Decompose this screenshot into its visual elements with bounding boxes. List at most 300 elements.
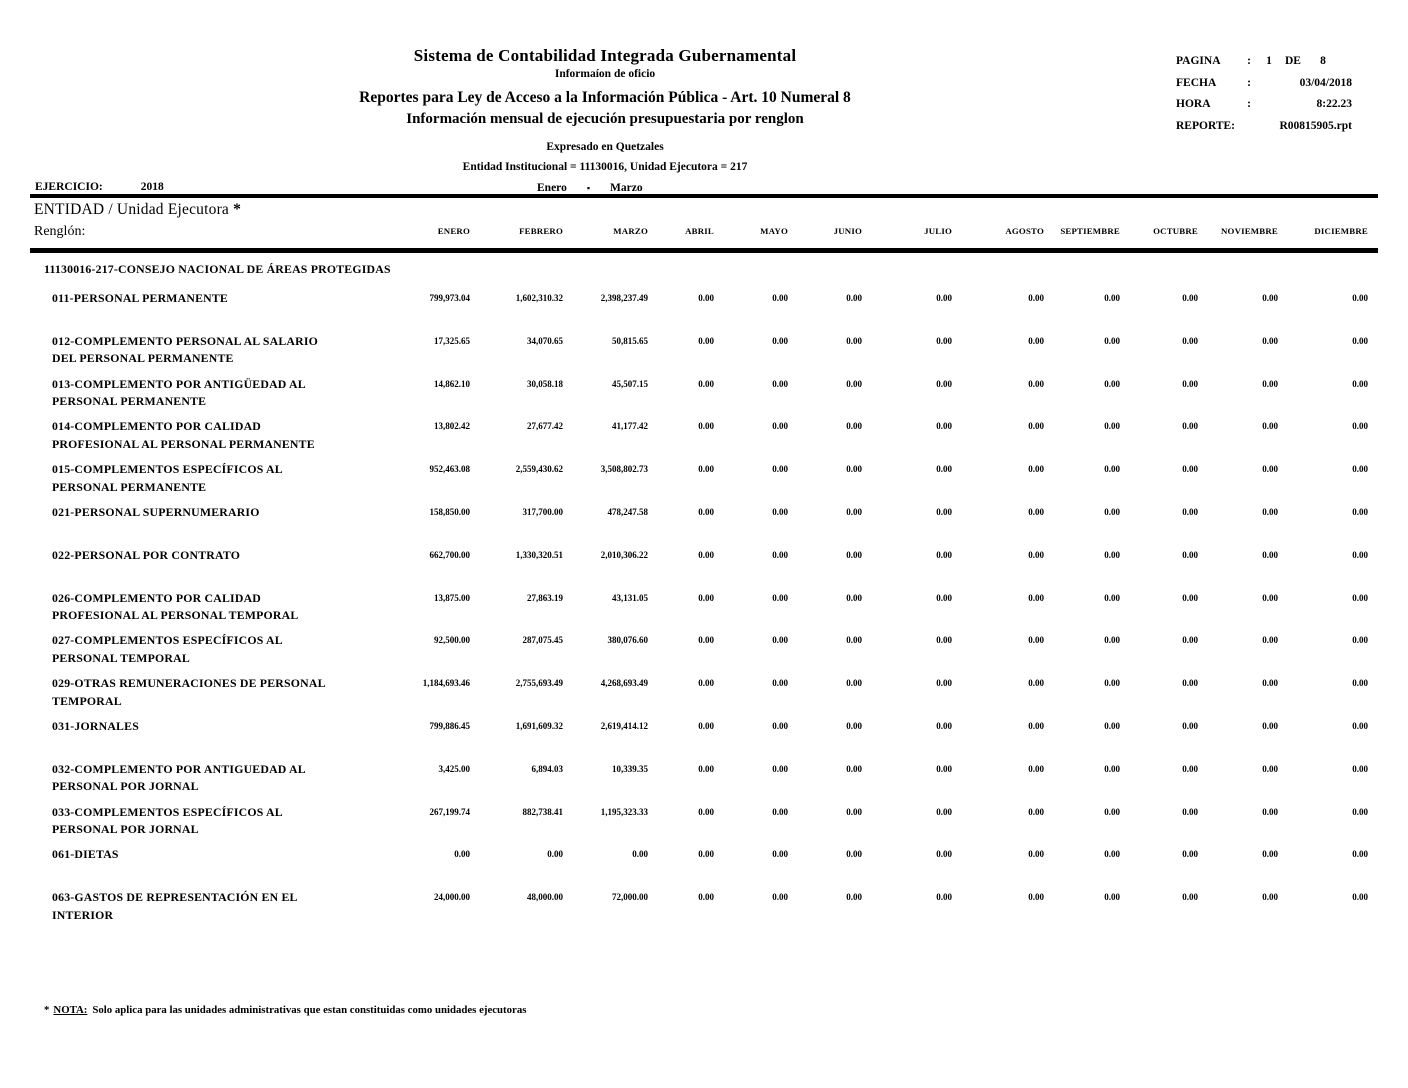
row-label [30, 376, 390, 419]
cell-value: 0.00 [772, 720, 788, 731]
cell-value: 0.00 [772, 335, 788, 346]
cell-value: 0.00 [1352, 335, 1368, 346]
cell-value: 0.00 [1028, 806, 1044, 817]
cell-value: 0.00 [1262, 293, 1278, 303]
row-values [390, 889, 1368, 932]
cell-value: 0.00 [1262, 335, 1278, 346]
cell-value: 0.00 [1262, 549, 1278, 560]
cell-value: 14,862.10 [434, 378, 470, 389]
cell-value: 2,755,693.49 [515, 678, 563, 689]
cell-value: 0.00 [1262, 378, 1278, 389]
cell-value: 0.00 [772, 763, 788, 774]
cell-value: 0.00 [846, 892, 862, 903]
row-values [390, 846, 1368, 889]
cell-value: 0.00 [1104, 464, 1120, 475]
page-meta [1176, 55, 1352, 141]
cell-value: 0.00 [1182, 849, 1198, 860]
table-row [30, 547, 1368, 590]
cell-value: 0.00 [1104, 592, 1120, 603]
row-label [30, 418, 390, 461]
row-label-line1: 027-COMPLEMENTOS ESPECÍFICOS AL [52, 633, 283, 648]
cell-value: 1,691,609.32 [515, 720, 563, 731]
period-to: Marzo [610, 182, 643, 194]
table-row [30, 290, 1368, 333]
cell-value: 0.00 [1352, 849, 1368, 860]
table-row [30, 333, 1368, 376]
month-header: MAYO [760, 226, 788, 236]
cell-value: 0.00 [1182, 421, 1198, 432]
cell-value: 2,619,414.12 [600, 720, 648, 731]
hora-label: HORA [1176, 98, 1211, 110]
section-title: 11130016-217-CONSEJO NACIONAL DE ÁREAS PROTEGIDAS [44, 262, 391, 276]
cell-value: 0.00 [936, 806, 952, 817]
currency-note: Expresado en Quetzales [546, 141, 664, 153]
row-values [390, 761, 1368, 804]
cell-value: 0.00 [1104, 849, 1120, 860]
row-label-line2: PERSONAL TEMPORAL [52, 650, 190, 665]
cell-value: 0.00 [1104, 635, 1120, 646]
row-label-line1: 026-COMPLEMENTO POR CALIDAD [52, 590, 262, 605]
cell-value: 0.00 [772, 421, 788, 432]
row-values [390, 418, 1368, 461]
cell-value: 0.00 [1104, 378, 1120, 389]
row-label-header: Renglón: [34, 224, 86, 239]
cell-value: 1,330,320.51 [515, 549, 563, 560]
cell-value: 48,000.00 [527, 892, 563, 903]
cell-value: 0.00 [1028, 421, 1044, 432]
cell-value: 0.00 [772, 293, 788, 303]
table-row [30, 632, 1368, 675]
month-header: OCTUBRE [1153, 226, 1198, 236]
cell-value: 0.00 [936, 335, 952, 346]
cell-value: 0.00 [1182, 506, 1198, 517]
cell-value: 0.00 [936, 849, 952, 860]
table-row [30, 804, 1368, 847]
cell-value: 0.00 [698, 763, 714, 774]
month-header: FEBRERO [519, 226, 563, 236]
fecha-value: 03/04/2018 [1299, 76, 1352, 89]
cell-value: 0.00 [1182, 806, 1198, 817]
period-range [537, 182, 643, 194]
cell-value: 43,131.05 [612, 592, 648, 603]
cell-value: 0.00 [1352, 293, 1368, 303]
ejercicio-row [35, 181, 164, 193]
row-label-line1: 033-COMPLEMENTOS ESPECÍFICOS AL [52, 804, 283, 819]
cell-value: 0.00 [1028, 464, 1044, 475]
row-label [30, 504, 390, 547]
footnote-nota-label: NOTA: [53, 1004, 88, 1016]
cell-value: 17,325.65 [434, 335, 470, 346]
cell-value: 0.00 [1262, 849, 1278, 860]
cell-value: 952,463.08 [429, 464, 470, 475]
cell-value: 0.00 [1104, 763, 1120, 774]
cell-value: 0.00 [1262, 806, 1278, 817]
cell-value: 0.00 [1262, 892, 1278, 903]
table-row [30, 675, 1368, 718]
cell-value: 0.00 [1352, 892, 1368, 903]
cell-value: 0.00 [1352, 592, 1368, 603]
row-values [390, 461, 1368, 504]
fecha-sep: : [1247, 76, 1251, 89]
row-label-line2: PERSONAL PERMANENTE [52, 394, 207, 409]
cell-value: 0.00 [1182, 293, 1198, 303]
row-label-line2: PROFESIONAL AL PERSONAL TEMPORAL [52, 608, 299, 623]
cell-value: 3,508,802.73 [600, 464, 648, 475]
period-from: Enero [537, 182, 567, 194]
cell-value: 0.00 [1028, 763, 1044, 774]
cell-value: 0.00 [1182, 763, 1198, 774]
cell-value: 0.00 [1262, 464, 1278, 475]
cell-value: 0.00 [1262, 635, 1278, 646]
cell-value: 0.00 [846, 763, 862, 774]
month-header: NOVIEMBRE [1220, 226, 1278, 236]
cell-value: 0.00 [1182, 635, 1198, 646]
cell-value: 0.00 [1182, 892, 1198, 903]
cell-value: 10,339.35 [612, 763, 648, 774]
cell-value: 2,010,306.22 [600, 549, 648, 560]
pagina-sep: : [1247, 55, 1251, 67]
cell-value: 0.00 [1182, 378, 1198, 389]
cell-value: 24,000.00 [434, 892, 470, 903]
cell-value: 0.00 [772, 635, 788, 646]
cell-value: 0.00 [846, 549, 862, 560]
table-row [30, 590, 1368, 633]
row-label-line2: TEMPORAL [52, 693, 122, 708]
cell-value: 6,894.03 [531, 763, 563, 774]
row-values [390, 675, 1368, 718]
cell-value: 0.00 [1262, 592, 1278, 603]
cell-value: 287,075.45 [522, 635, 563, 646]
cell-value: 0.00 [1182, 678, 1198, 689]
cell-value: 0.00 [1104, 892, 1120, 903]
cell-value: 45,507.15 [612, 378, 648, 389]
cell-value: 0.00 [1182, 549, 1198, 560]
cell-value: 0.00 [846, 678, 862, 689]
cell-value: 0.00 [936, 720, 952, 731]
cell-value: 1,195,323.33 [600, 806, 648, 817]
cell-value: 0.00 [698, 892, 714, 903]
cell-value: 158,850.00 [429, 506, 470, 517]
row-values [390, 376, 1368, 419]
cell-value: 882,738.41 [522, 806, 563, 817]
cell-value: 0.00 [1352, 678, 1368, 689]
group-header [34, 201, 241, 219]
pagina-de: DE [1285, 55, 1301, 67]
row-label [30, 675, 390, 718]
cell-value: 0.00 [698, 378, 714, 389]
cell-value: 0.00 [1352, 635, 1368, 646]
table-row [30, 461, 1368, 504]
fecha-label: FECHA [1176, 76, 1217, 89]
cell-value: 0.00 [936, 506, 952, 517]
pagina-total: 8 [1320, 55, 1326, 67]
cell-value: 0.00 [1028, 592, 1044, 603]
cell-value: 2,559,430.62 [515, 464, 563, 475]
cell-value: 0.00 [1262, 506, 1278, 517]
hora-value: 8:22.23 [1316, 98, 1352, 110]
month-header: ENERO [437, 226, 470, 236]
table-row [30, 418, 1368, 461]
row-label [30, 846, 390, 889]
cell-value: 0.00 [936, 763, 952, 774]
row-label-line1: 061-DIETAS [52, 847, 119, 862]
row-label [30, 761, 390, 804]
cell-value: 0.00 [698, 592, 714, 603]
cell-value: 0.00 [698, 720, 714, 731]
hora-sep: : [1247, 98, 1251, 110]
horizontal-rule-top [30, 194, 1378, 198]
cell-value: 0.00 [1262, 678, 1278, 689]
pagina-label: PAGINA [1176, 55, 1221, 67]
cell-value: 2,398,237.49 [600, 293, 648, 303]
table-row [30, 761, 1368, 804]
ejercicio-label: EJERCICIO: [35, 181, 103, 193]
cell-value: 0.00 [1104, 335, 1120, 346]
cell-value: 0.00 [454, 849, 470, 860]
month-header: SEPTIEMBRE [1060, 226, 1120, 236]
row-label [30, 461, 390, 504]
cell-value: 0.00 [1028, 849, 1044, 860]
cell-value: 0.00 [772, 549, 788, 560]
footnote-text: Solo aplica para las unidades administrativas que estan constituidas como unidades ejecutoras [92, 1004, 527, 1016]
cell-value: 317,700.00 [522, 506, 563, 517]
cell-value: 0.00 [1182, 592, 1198, 603]
report-subtitle: Informaíon de oficio [554, 68, 656, 80]
cell-value: 0.00 [846, 335, 862, 346]
cell-value: 0.00 [846, 635, 862, 646]
cell-value: 0.00 [698, 506, 714, 517]
month-header: AGOSTO [1005, 226, 1044, 236]
reporte-value: R00815905.rpt [1279, 119, 1352, 132]
cell-value: 30,058.18 [527, 378, 563, 389]
table-row [30, 846, 1368, 889]
cell-value: 0.00 [1352, 806, 1368, 817]
row-values [390, 804, 1368, 847]
cell-value: 0.00 [846, 378, 862, 389]
report-line4: Información mensual de ejecución presupuestaria por renglon [406, 111, 804, 127]
period-separator-glyph: ▪ [586, 183, 591, 193]
cell-value: 0.00 [936, 464, 952, 475]
month-header: DICIEMBRE [1314, 226, 1368, 236]
cell-value: 0.00 [846, 464, 862, 475]
month-header: MARZO [613, 226, 648, 236]
table-row [30, 376, 1368, 419]
meta-hora [1176, 98, 1352, 120]
row-label-line1: 015-COMPLEMENTOS ESPECÍFICOS AL [52, 462, 283, 477]
cell-value: 0.00 [1104, 293, 1120, 303]
entity-filter-note: Entidad Institucional = 11130016, Unidad Ejecutora = 217 [462, 161, 748, 173]
report-header [100, 46, 1110, 173]
cell-value: 380,076.60 [607, 635, 648, 646]
group-header-star: * [233, 201, 242, 218]
cell-value: 0.00 [698, 806, 714, 817]
row-label [30, 590, 390, 633]
row-label [30, 804, 390, 847]
cell-value: 0.00 [936, 549, 952, 560]
row-label-line2: INTERIOR [52, 907, 114, 922]
cell-value: 0.00 [936, 378, 952, 389]
cell-value: 0.00 [1352, 378, 1368, 389]
row-label-line2: PERSONAL PERMANENTE [52, 479, 207, 494]
cell-value: 0.00 [698, 849, 714, 860]
row-label [30, 718, 390, 761]
cell-value: 0.00 [1352, 421, 1368, 432]
cell-value: 0.00 [1352, 763, 1368, 774]
cell-value: 0.00 [1028, 549, 1044, 560]
cell-value: 0.00 [698, 635, 714, 646]
footnote [44, 1004, 526, 1016]
cell-value: 41,177.42 [612, 421, 648, 432]
cell-value: 0.00 [1104, 806, 1120, 817]
row-label-line1: 022-PERSONAL POR CONTRATO [52, 547, 241, 562]
cell-value: 0.00 [1028, 720, 1044, 731]
cell-value: 0.00 [1352, 549, 1368, 560]
cell-value: 0.00 [846, 421, 862, 432]
cell-value: 662,700.00 [429, 549, 470, 560]
meta-reporte [1176, 120, 1352, 142]
cell-value: 0.00 [1104, 506, 1120, 517]
cell-value: 0.00 [846, 506, 862, 517]
reporte-label: REPORTE: [1176, 119, 1236, 132]
cell-value: 0.00 [936, 421, 952, 432]
cell-value: 0.00 [547, 849, 563, 860]
meta-fecha [1176, 77, 1352, 99]
cell-value: 0.00 [1352, 464, 1368, 475]
cell-value: 799,973.04 [429, 293, 470, 303]
row-values [390, 290, 1368, 333]
row-label-line2: DEL PERSONAL PERMANENTE [52, 351, 234, 366]
row-label-line1: 014-COMPLEMENTO POR CALIDAD [52, 419, 262, 434]
cell-value: 0.00 [1104, 720, 1120, 731]
row-values [390, 333, 1368, 376]
cell-value: 0.00 [846, 592, 862, 603]
footnote-star: * [44, 1004, 50, 1016]
cell-value: 0.00 [1182, 335, 1198, 346]
cell-value: 0.00 [772, 378, 788, 389]
row-label-line1: 021-PERSONAL SUPERNUMERARIO [52, 504, 260, 519]
cell-value: 0.00 [846, 720, 862, 731]
cell-value: 0.00 [846, 806, 862, 817]
ejercicio-value: 2018 [140, 181, 164, 193]
cell-value: 0.00 [1028, 506, 1044, 517]
cell-value: 0.00 [698, 335, 714, 346]
months-header [390, 226, 1368, 236]
cell-value: 0.00 [1104, 678, 1120, 689]
cell-value: 0.00 [772, 464, 788, 475]
month-header: ABRIL [685, 226, 714, 236]
cell-value: 0.00 [1262, 421, 1278, 432]
cell-value: 0.00 [846, 849, 862, 860]
cell-value: 478,247.58 [607, 506, 648, 517]
cell-value: 0.00 [1182, 720, 1198, 731]
cell-value: 0.00 [936, 678, 952, 689]
table-row [30, 889, 1368, 932]
cell-value: 1,602,310.32 [515, 293, 563, 303]
cell-value: 0.00 [936, 293, 952, 303]
cell-value: 3,425.00 [438, 763, 470, 774]
cell-value: 0.00 [1104, 421, 1120, 432]
cell-value: 0.00 [1352, 506, 1368, 517]
row-label-line1: 063-GASTOS DE REPRESENTACIÓN EN EL [52, 890, 298, 905]
cell-value: 0.00 [1028, 678, 1044, 689]
cell-value: 0.00 [772, 678, 788, 689]
meta-pagina [1176, 55, 1352, 77]
cell-value: 0.00 [698, 678, 714, 689]
cell-value: 0.00 [936, 635, 952, 646]
cell-value: 0.00 [1104, 549, 1120, 560]
cell-value: 0.00 [772, 506, 788, 517]
row-label [30, 290, 390, 333]
row-values [390, 504, 1368, 547]
row-label [30, 547, 390, 590]
cell-value: 0.00 [698, 293, 714, 303]
cell-value: 0.00 [698, 421, 714, 432]
row-label-line2: PERSONAL POR JORNAL [52, 779, 199, 794]
cell-value: 27,677.42 [527, 421, 563, 432]
row-label-line1: 031-JORNALES [52, 718, 139, 733]
table-row [30, 718, 1368, 761]
row-values [390, 547, 1368, 590]
cell-value: 13,875.00 [434, 592, 470, 603]
cell-value: 0.00 [772, 592, 788, 603]
cell-value: 4,268,693.49 [600, 678, 648, 689]
row-label-line1: 012-COMPLEMENTO PERSONAL AL SALARIO [52, 333, 319, 348]
row-label-line2: PERSONAL POR JORNAL [52, 822, 199, 837]
row-values [390, 632, 1368, 675]
row-values [390, 718, 1368, 761]
cell-value: 27,863.19 [527, 592, 563, 603]
horizontal-rule-header [30, 248, 1378, 253]
cell-value: 0.00 [1028, 335, 1044, 346]
table-row [30, 504, 1368, 547]
cell-value: 0.00 [1262, 763, 1278, 774]
cell-value: 0.00 [936, 892, 952, 903]
row-label-line1: 013-COMPLEMENTO POR ANTIGÜEDAD AL [52, 376, 306, 391]
cell-value: 1,184,693.46 [422, 678, 470, 689]
cell-value: 0.00 [1352, 720, 1368, 731]
cell-value: 267,199.74 [429, 806, 470, 817]
cell-value: 0.00 [772, 849, 788, 860]
cell-value: 0.00 [936, 592, 952, 603]
cell-value: 34,070.65 [527, 335, 563, 346]
report-line3: Reportes para Ley de Acceso a la Información Pública - Art. 10 Numeral 8 [359, 89, 851, 106]
cell-value: 0.00 [1028, 635, 1044, 646]
report-title: Sistema de Contabilidad Integrada Gubernamental [413, 46, 797, 65]
cell-value: 0.00 [1028, 378, 1044, 389]
cell-value: 92,500.00 [434, 635, 470, 646]
cell-value: 50,815.65 [612, 335, 648, 346]
month-header: JUNIO [833, 226, 862, 236]
row-label [30, 333, 390, 376]
row-label-line1: 011-PERSONAL PERMANENTE [52, 291, 228, 305]
cell-value: 0.00 [1182, 464, 1198, 475]
group-header-text: ENTIDAD / Unidad Ejecutora [34, 201, 230, 218]
cell-value: 0.00 [1028, 293, 1044, 303]
cell-value: 13,802.42 [434, 421, 470, 432]
cell-value: 0.00 [772, 806, 788, 817]
pagina-number: 1 [1266, 55, 1272, 67]
cell-value: 0.00 [698, 464, 714, 475]
cell-value: 0.00 [772, 892, 788, 903]
cell-value: 72,000.00 [612, 892, 648, 903]
cell-value: 0.00 [1028, 892, 1044, 903]
cell-value: 0.00 [1262, 720, 1278, 731]
row-label-line1: 032-COMPLEMENTO POR ANTIGUEDAD AL [52, 761, 306, 776]
cell-value: 0.00 [632, 849, 648, 860]
cell-value: 0.00 [846, 293, 862, 303]
row-label-line1: 029-OTRAS REMUNERACIONES DE PERSONAL [52, 676, 326, 691]
cell-value: 0.00 [698, 549, 714, 560]
